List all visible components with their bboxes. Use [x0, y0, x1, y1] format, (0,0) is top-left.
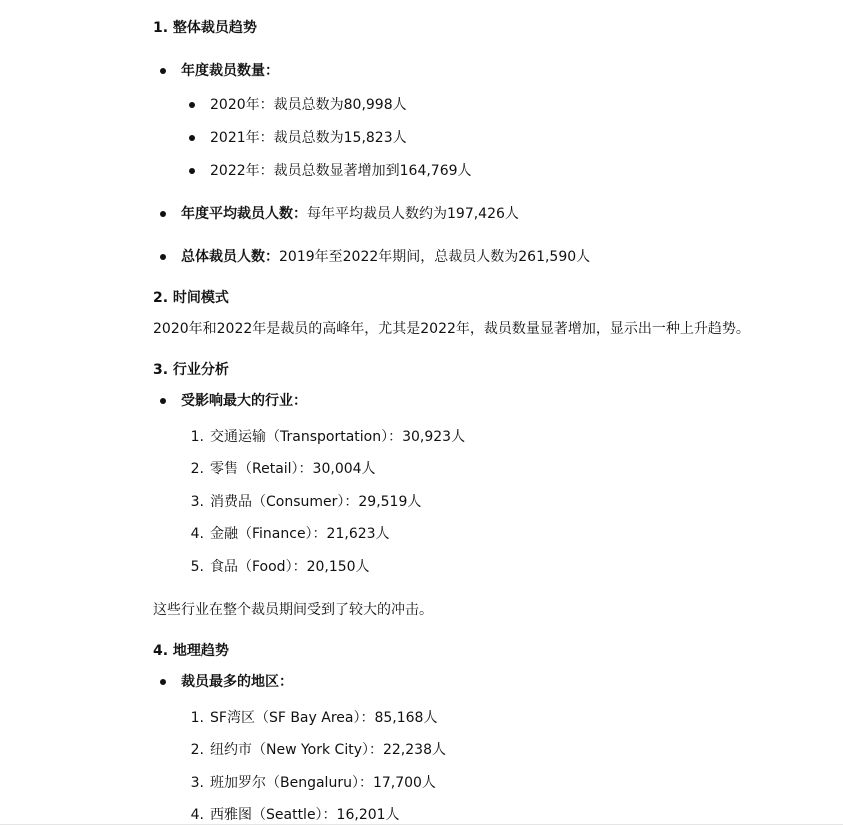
year-item-text: 2021年：裁员总数为15,823人 — [210, 130, 407, 146]
industry-text: 消费品（Consumer）：29,519人 — [210, 494, 422, 510]
section-2-heading: 2. 时间模式 — [153, 290, 229, 306]
section-2-paragraph: 2020年和2022年是裁员的高峰年，尤其是2022年，裁员数量显著增加，显示出一种上升趋势。 — [153, 321, 750, 337]
industry-item — [190, 524, 390, 544]
list-number: 4. — [190, 807, 204, 823]
section-4-heading: 4. 地理趋势 — [153, 643, 229, 659]
region-item — [190, 805, 400, 825]
industry-item — [190, 557, 370, 577]
bullet-dot — [160, 679, 166, 685]
bullet-affected-industries — [181, 391, 307, 411]
bullet-label: 裁员最多的地区： — [181, 674, 293, 690]
bullet-total-layoffs — [181, 247, 590, 267]
industry-text: 交通运输（Transportation）：30,923人 — [210, 429, 466, 445]
industry-item — [190, 492, 422, 512]
list-number: 3. — [190, 494, 204, 510]
region-text: 班加罗尔（Bengaluru）：17,700人 — [210, 775, 436, 791]
bullet-dot — [160, 398, 166, 404]
list-number: 5. — [190, 559, 204, 575]
region-text: 西雅图（Seattle）：16,201人 — [210, 807, 400, 823]
bullet-dot — [189, 168, 195, 174]
section-3-heading: 3. 行业分析 — [153, 362, 229, 378]
industry-text: 零售（Retail）：30,004人 — [210, 461, 376, 477]
industry-item — [190, 459, 376, 479]
list-number: 1. — [190, 710, 204, 726]
section-3-footer: 这些行业在整个裁员期间受到了较大的冲击。 — [153, 602, 433, 618]
year-item-text: 2022年：裁员总数显著增加到164,769人 — [210, 163, 472, 179]
bullet-dot — [160, 211, 166, 217]
bullet-label: 年度裁员数量： — [181, 63, 279, 79]
bullet-text: 每年平均裁员人数约为197,426人 — [307, 206, 519, 222]
year-item-2022 — [210, 161, 472, 181]
industry-item — [190, 427, 466, 447]
bullet-annual-layoffs — [181, 61, 279, 81]
bullet-label: 受影响最大的行业： — [181, 393, 307, 409]
bottom-divider — [0, 824, 843, 825]
region-text: 纽约市（New York City）：22,238人 — [210, 742, 446, 758]
region-item — [190, 740, 446, 760]
list-number: 1. — [190, 429, 204, 445]
section-1-heading: 1. 整体裁员趋势 — [153, 20, 257, 36]
bullet-dot — [189, 135, 195, 141]
list-number: 2. — [190, 742, 204, 758]
bullet-label: 总体裁员人数： — [181, 249, 279, 265]
bullet-label: 年度平均裁员人数： — [181, 206, 307, 222]
list-number: 4. — [190, 526, 204, 542]
year-item-2021 — [210, 128, 407, 148]
industry-text: 金融（Finance）：21,623人 — [210, 526, 390, 542]
bullet-dot — [189, 102, 195, 108]
list-number: 2. — [190, 461, 204, 477]
region-item — [190, 708, 438, 728]
bullet-text: 2019年至2022年期间，总裁员人数为261,590人 — [279, 249, 591, 265]
year-item-text: 2020年：裁员总数为80,998人 — [210, 97, 407, 113]
region-item — [190, 773, 436, 793]
year-item-2020 — [210, 95, 407, 115]
list-number: 3. — [190, 775, 204, 791]
bullet-dot — [160, 68, 166, 74]
bullet-dot — [160, 254, 166, 260]
industry-text: 食品（Food）：20,150人 — [210, 559, 370, 575]
bullet-top-regions — [181, 672, 293, 692]
bullet-average-layoffs — [181, 204, 519, 224]
region-text: SF湾区（SF Bay Area）：85,168人 — [210, 710, 438, 726]
